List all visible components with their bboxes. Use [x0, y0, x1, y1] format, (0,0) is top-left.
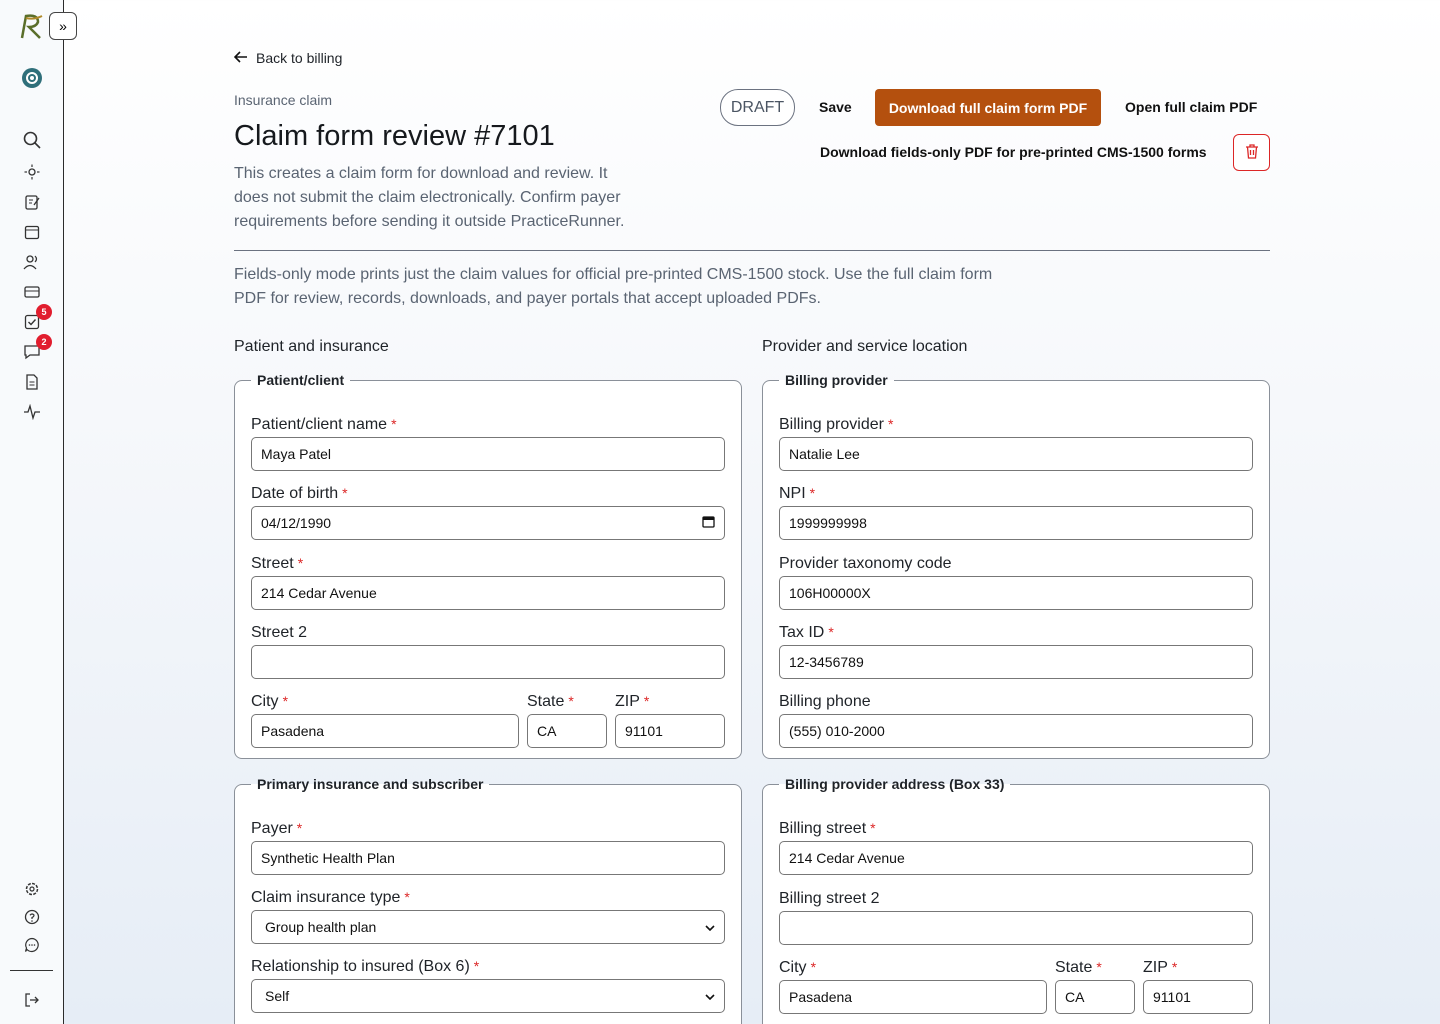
- arrow-left-icon: [234, 50, 248, 66]
- tax-id-field: [779, 624, 1253, 679]
- billing-street2-label: Billing street 2: [779, 890, 880, 907]
- zip-label: ZIP: [615, 693, 640, 710]
- billing-provider-label: Billing provider: [779, 416, 884, 433]
- city-label: City: [251, 693, 279, 710]
- fields-only-note: Fields-only mode prints just the claim values for official pre-printed CMS-1500 stock. Use the full claim form PDF for review, records, downloads, and payer portals that accept uploaded PDFs.: [234, 266, 993, 307]
- required-asterisk: *: [282, 693, 289, 709]
- relationship-field: [251, 958, 725, 1013]
- taxonomy-label: Provider taxonomy code: [779, 555, 952, 572]
- feedback-icon[interactable]: [22, 935, 42, 955]
- billing-provider-input[interactable]: Natalie Lee: [779, 437, 1253, 471]
- sidebar: [0, 0, 67, 1024]
- billing-phone-label: Billing phone: [779, 693, 871, 710]
- billing-provider-legend: Billing provider: [785, 372, 888, 388]
- zip-field: [615, 693, 725, 748]
- required-asterisk: *: [296, 820, 303, 836]
- zip-input[interactable]: 91101: [615, 714, 725, 748]
- chevrons-right-icon: »: [59, 18, 67, 34]
- messages-icon[interactable]: [22, 337, 47, 362]
- billing-zip-field: [1143, 959, 1253, 1014]
- page-description: This creates a claim form for download and review. It does not submit the claim electronically. Confirm payer requirements before sending it outside PracticeRunner.: [234, 165, 625, 230]
- billing-state-field: [1055, 959, 1135, 1014]
- chevron-down-icon: [705, 989, 715, 1003]
- calendar-icon[interactable]: [22, 222, 42, 242]
- page-title: Claim form review #7101: [234, 120, 555, 152]
- patient-legend: Patient/client: [257, 372, 345, 388]
- download-fields-only-pdf-button[interactable]: Download fields-only PDF for pre-printed CMS-1500 forms: [820, 144, 1207, 160]
- billing-phone-field: [779, 693, 1253, 748]
- save-button[interactable]: Save: [819, 99, 852, 115]
- dob-input[interactable]: 04/12/1990: [251, 506, 725, 540]
- insurance-type-label: Claim insurance type: [251, 889, 401, 906]
- billing-state-label: State: [1055, 959, 1093, 976]
- billing-city-input[interactable]: Pasadena: [779, 980, 1047, 1014]
- billing-state-input[interactable]: CA: [1055, 980, 1135, 1014]
- settings-gear-icon[interactable]: [22, 879, 42, 899]
- tasks-icon[interactable]: [22, 307, 47, 332]
- patient-name-label: Patient/client name: [251, 416, 388, 433]
- patient-name-input[interactable]: Maya Patel: [251, 437, 725, 471]
- required-asterisk: *: [809, 485, 816, 501]
- street-field: [251, 555, 725, 610]
- required-asterisk: *: [887, 416, 894, 432]
- city-input[interactable]: Pasadena: [251, 714, 519, 748]
- required-asterisk: *: [1096, 959, 1102, 975]
- activity-icon[interactable]: [22, 402, 42, 422]
- billing-card-icon[interactable]: [22, 282, 42, 302]
- tax-id-label: Tax ID: [779, 624, 825, 641]
- street2-field: [251, 624, 725, 679]
- required-asterisk: *: [342, 485, 348, 501]
- tax-id-input[interactable]: 12-3456789: [779, 645, 1253, 679]
- required-asterisk: *: [473, 958, 480, 974]
- billing-provider-field: [779, 416, 1253, 471]
- messages-count-badge: 2: [36, 334, 52, 350]
- billing-city-field: [779, 959, 1047, 1014]
- open-full-pdf-button[interactable]: Open full claim PDF: [1125, 99, 1258, 115]
- npi-label: NPI: [779, 485, 806, 502]
- street-label: Street: [251, 555, 294, 572]
- trash-icon: [1245, 143, 1259, 162]
- billing-street-label: Billing street: [779, 820, 867, 837]
- required-asterisk: *: [568, 693, 574, 709]
- payer-input[interactable]: Synthetic Health Plan: [251, 841, 725, 875]
- patient-fieldset: [234, 372, 742, 759]
- billing-address-legend: Billing provider address (Box 33): [785, 776, 1005, 792]
- npi-field: [779, 485, 1253, 540]
- delete-claim-button[interactable]: [1233, 134, 1270, 171]
- back-link-label: Back to billing: [256, 50, 343, 66]
- billing-phone-input[interactable]: (555) 010-2000: [779, 714, 1253, 748]
- billing-provider-fieldset: [762, 372, 1270, 759]
- npi-input[interactable]: 1999999998: [779, 506, 1253, 540]
- billing-zip-label: ZIP: [1143, 959, 1168, 976]
- documents-icon[interactable]: [22, 372, 42, 392]
- status-badge: DRAFT: [720, 89, 795, 126]
- required-asterisk: *: [643, 693, 650, 709]
- taxonomy-field: [779, 555, 1253, 610]
- required-asterisk: *: [1171, 959, 1178, 975]
- sun-icon[interactable]: [22, 162, 42, 182]
- billing-street2-field: [779, 890, 1253, 945]
- billing-street-field: [779, 820, 1253, 875]
- help-icon[interactable]: [22, 907, 42, 927]
- sidebar-divider: [10, 970, 53, 971]
- insurance-fieldset: [234, 776, 742, 1024]
- dob-field: [251, 485, 725, 540]
- payer-label: Payer: [251, 820, 293, 837]
- relationship-label: Relationship to insured (Box 6): [251, 958, 470, 975]
- header-divider: [234, 250, 1270, 251]
- patient-name-field: [251, 416, 725, 471]
- section-title-patient-insurance: Patient and insurance: [234, 338, 389, 355]
- state-input[interactable]: CA: [527, 714, 607, 748]
- section-title-provider-location: Provider and service location: [762, 338, 968, 355]
- billing-city-label: City: [779, 959, 807, 976]
- insurance-legend: Primary insurance and subscriber: [257, 776, 484, 792]
- street2-label: Street 2: [251, 624, 308, 641]
- payer-field: [251, 820, 725, 875]
- city-field: [251, 693, 519, 748]
- download-full-pdf-button[interactable]: Download full claim form PDF: [875, 89, 1101, 126]
- sidebar-collapse-button[interactable]: [49, 12, 77, 40]
- insurance-type-field: [251, 889, 725, 944]
- clients-icon[interactable]: [22, 252, 42, 272]
- page-kicker: Insurance claim: [234, 92, 333, 108]
- search-icon[interactable]: [22, 130, 42, 150]
- state-label: State: [527, 693, 565, 710]
- billing-address-fieldset: [762, 776, 1270, 1024]
- notes-edit-icon[interactable]: [22, 192, 42, 212]
- billing-zip-input[interactable]: 91101: [1143, 980, 1253, 1014]
- required-asterisk: *: [870, 820, 876, 836]
- required-asterisk: *: [297, 555, 304, 571]
- relationship-select[interactable]: Self: [251, 979, 725, 1013]
- state-field: [527, 693, 607, 748]
- calendar-picker-icon[interactable]: [702, 515, 715, 531]
- taxonomy-input[interactable]: 106H00000X: [779, 576, 1253, 610]
- street-input[interactable]: 214 Cedar Avenue: [251, 576, 725, 610]
- billing-street-input[interactable]: 214 Cedar Avenue: [779, 841, 1253, 875]
- logout-icon[interactable]: [22, 990, 42, 1010]
- required-asterisk: *: [404, 889, 410, 905]
- tasks-count-badge: 5: [36, 304, 52, 320]
- required-asterisk: *: [391, 416, 397, 432]
- required-asterisk: *: [828, 624, 834, 640]
- street2-input[interactable]: [251, 645, 725, 679]
- insurance-type-select[interactable]: Group health plan: [251, 910, 725, 944]
- practice-settings-icon[interactable]: [20, 66, 44, 90]
- app-logo[interactable]: [18, 12, 46, 40]
- chevron-down-icon: [705, 920, 715, 934]
- dob-label: Date of birth: [251, 485, 339, 502]
- required-asterisk: *: [810, 959, 817, 975]
- billing-street2-input[interactable]: [779, 911, 1253, 945]
- back-to-billing-link[interactable]: [234, 50, 342, 66]
